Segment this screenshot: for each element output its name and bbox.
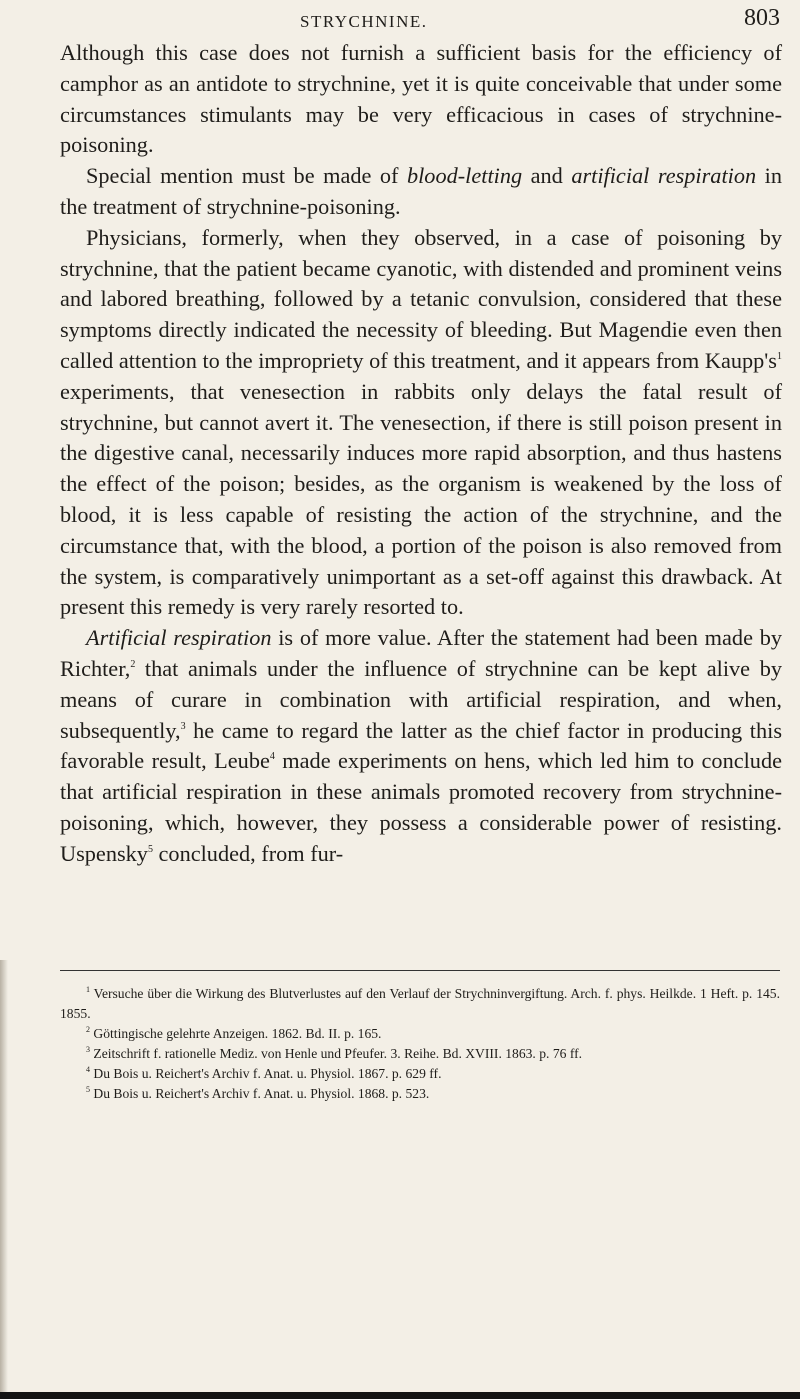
footnote-ref-2: 2 [130, 658, 136, 670]
page-number: 803 [744, 5, 780, 31]
paragraph-1-text: Although this case does not furnish a sufficient basis for the efficiency of camphor as an antidote to strychnine, yet it is quite conceivable that under some circumstances stimulants may be very efficacious in cases of strychnine-poisoning. [60, 40, 782, 158]
footnote-mark: 4 [86, 1065, 90, 1074]
text-run: made experiments on hens, which led him to conclude that artificial respiration in these animals promoted recovery from strychnine-poisoning, which, however, they possess a considerable power of resisting. Uspensky [60, 748, 782, 866]
footnote-text: Zeitschrift f. rationelle Mediz. von Henle und Pfeufer. 3. Reihe. Bd. XVIII. 1863. p. 76 ff. [90, 1046, 583, 1061]
footnote-text: Du Bois u. Reichert's Archiv f. Anat. u. Physiol. 1867. p. 629 ff. [90, 1066, 442, 1081]
paragraph-3 [60, 223, 782, 623]
footnote-text: Du Bois u. Reichert's Archiv f. Anat. u. Physiol. 1868. p. 523. [90, 1086, 430, 1101]
text-run: is of more value. After the statement had been made by Richter, [60, 625, 782, 681]
footnote-4 [60, 1064, 780, 1084]
italic-heading-artificial-respiration: Artificial respiration [86, 625, 272, 651]
text-run: Physicians, formerly, when they observed, in a case of poisoning by strychnine, that the patient became cyanotic, with distended and prominent veins and labored breathing, followed by a tetanic convulsion, considered that these symptoms directly indicated the necessity of bleeding. But Magendie even then called attention to the impropriety of this treatment, and it appears from Kaupp's [60, 224, 782, 373]
footnote-text: Göttingische gelehrte Anzeigen. 1862. Bd. II. p. 165. [90, 1026, 382, 1041]
footnotes [60, 984, 780, 1104]
paragraph-4 [60, 623, 782, 869]
footnote-2 [60, 1024, 780, 1044]
footnote-3 [60, 1044, 780, 1064]
footnote-divider [60, 970, 780, 971]
footnote-ref-4: 4 [269, 751, 275, 763]
paragraph-1 [60, 38, 782, 161]
body-text [60, 38, 782, 870]
italic-term-artificial-respiration: artificial respiration [571, 163, 757, 189]
footnote-5 [60, 1084, 780, 1104]
footnote-1 [60, 984, 780, 1024]
footnote-text: Versuche über die Wirkung des Blutverlustes auf den Verlauf der Strychninvergiftung. Arch. f. phys. Heilkde. 1 Heft. p. 145. 1855. [60, 986, 780, 1021]
footnote-mark: 3 [86, 1045, 90, 1054]
text-run: and [522, 163, 572, 189]
footnote-ref-5: 5 [147, 843, 153, 855]
page-binding-shadow [0, 960, 8, 1399]
page-bottom-edge [0, 1392, 800, 1399]
text-run: experiments, that venesection in rabbits only delays the fatal result of strychnine, but cannot avert it. The venesection, if there is still poison present in the digestive canal, necessarily induces more rapid absorption, and thus hastens the effect of the poison; besides, as the organism is weakened by the loss of blood, it is less capable of resisting the action of the strychnine, and the circumstance that, with the blood, a portion of the poison is also removed from the system, is comparatively unimportant as a set-off against this drawback. At present this remedy is very rarely resorted to. [60, 378, 782, 620]
text-run: that animals under the influence of strychnine can be kept alive by means of curare in combination with artificial respiration, and when, subsequently, [60, 655, 782, 743]
page-header [60, 4, 780, 38]
footnote-mark: 5 [86, 1085, 90, 1094]
running-head: STRYCHNINE. [300, 12, 428, 31]
footnote-ref-3: 3 [180, 720, 186, 732]
text-run: he came to regard the latter as the chief factor in producing this favorable result, Leube [60, 717, 782, 774]
footnote-ref-1: 1 [777, 350, 782, 362]
footnote-mark: 2 [86, 1025, 90, 1034]
footnote-mark: 1 [86, 985, 90, 994]
text-run: Special mention must be made of [86, 163, 407, 189]
paragraph-2 [60, 161, 782, 223]
italic-term-blood-letting: blood-letting [406, 163, 523, 189]
text-run: concluded, from fur- [152, 840, 344, 866]
text-run: in the treatment of strychnine-poisoning. [60, 163, 782, 219]
